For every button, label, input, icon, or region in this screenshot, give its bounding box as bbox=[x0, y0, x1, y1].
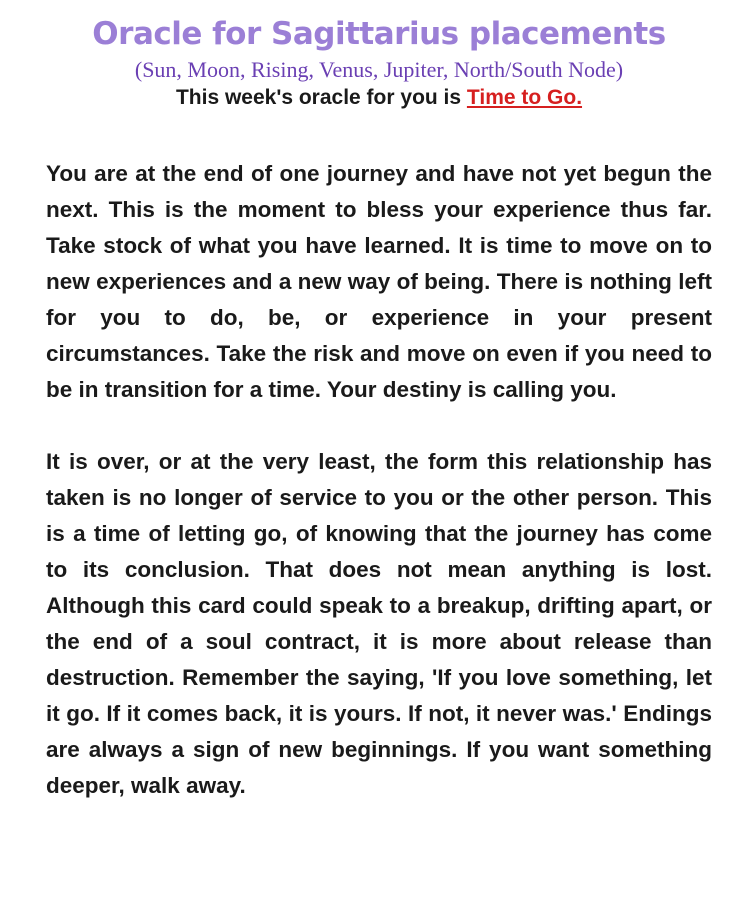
reading-paragraph-2: It is over, or at the very least, the form this relationship has taken is no longer of service to you or the other person. This is a time of letting go, of knowing that the journey has come to its conclusion. That does not mean anything is lost. Although this card could speak to a breakup, drifting apart, or the end of a soul contract, it is more about release than destruction. Remember the saying, 'If you love something, let it go. If it comes back, it is yours. If not, it never was.' Endings are always a sign of new beginnings. If you want something deeper, walk away. bbox=[46, 449, 712, 798]
intro-prefix: This week's oracle for you is bbox=[175, 86, 467, 109]
oracle-intro bbox=[46, 84, 712, 112]
placements-subtitle: (Sun, Moon, Rising, Venus, Jupiter, North/South Node) bbox=[134, 57, 624, 82]
oracle-card-name: Time to Go. bbox=[466, 86, 583, 109]
reading-paragraph-1: You are at the end of one journey and have not yet begun the next. This is the moment to bless your experience thus far. Take stock of what you have learned. It is time to move on to new experiences and a new way of being. There is nothing left for you to do, be, or experience in your present circumstances. Take the risk and move on even if you need to be in transition for a time. Your destiny is calling you. bbox=[46, 161, 712, 402]
page-title: Oracle for Sagittarius placements bbox=[92, 16, 666, 52]
